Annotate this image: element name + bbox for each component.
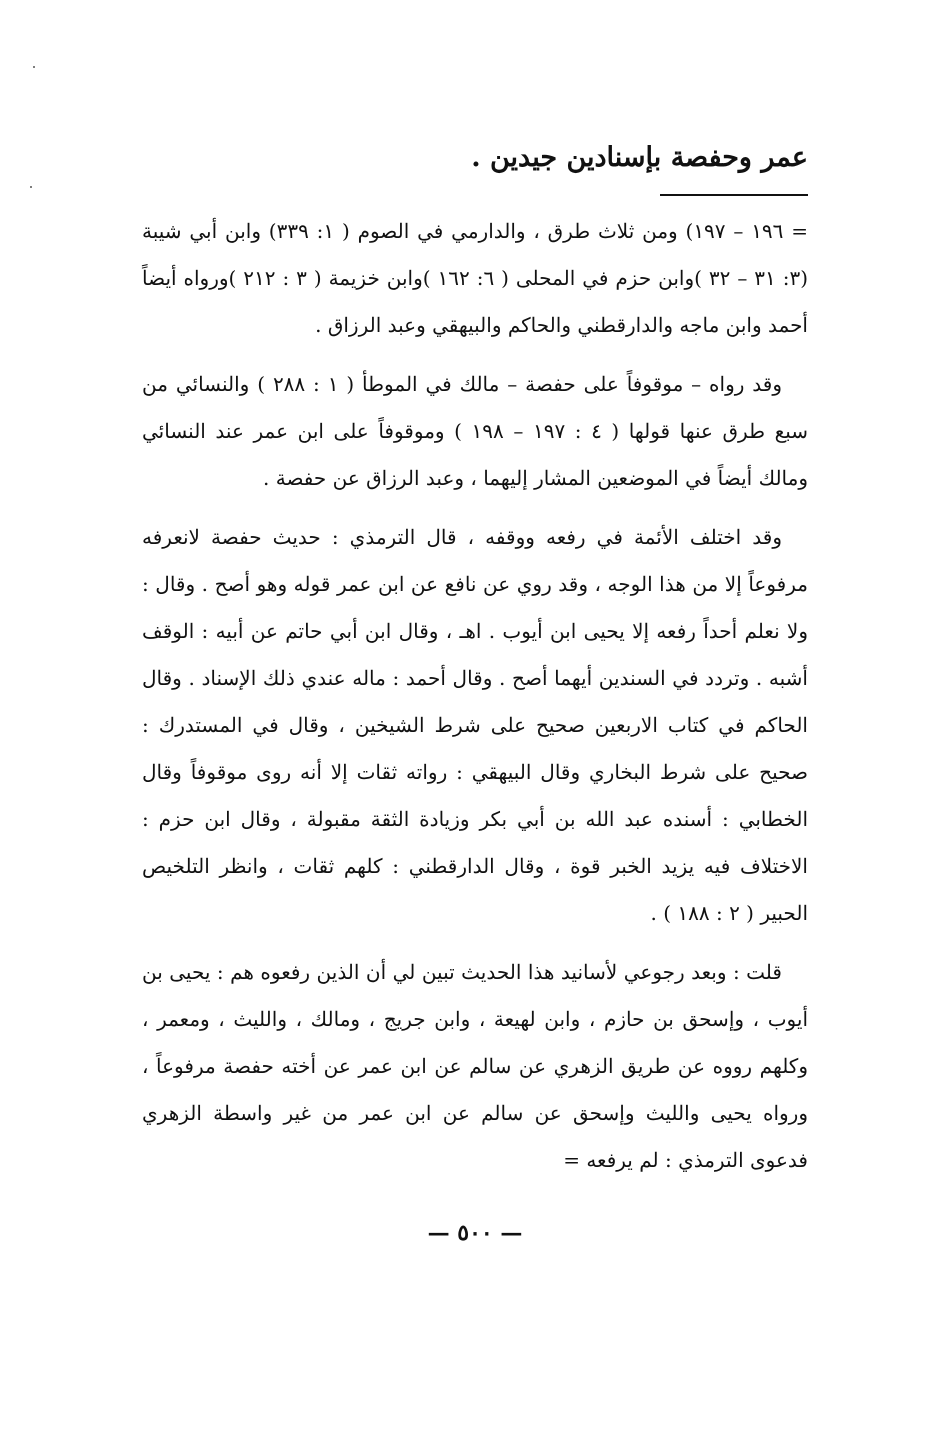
footnote-paragraph: قلت : وبعد رجوعي لأسانيد هذا الحديث تبين لي أن الذين رفعوه هم : يحيى بن أيوب ، وإسحق بن حازم ، وابن لهيعة ، وابن جريج ، ومالك ، والليث ، ومعمر ، وكلهم رووه عن طريق الزهري عن سالم عن ابن عمر عن أخته حفصة مرفوعاً ، ورواه يحيى والليث وإسحق عن سالم عن ابن عمر من غير واسطة الزهري فدعوى الترمذي : لم يرفعه =	[142, 960, 808, 1172]
page-number: — ٥٠٠ —	[427, 1220, 523, 1246]
footnote-paragraph: وقد رواه – موقوفاً على حفصة – مالك في الموطأ ( ١ : ٢٨٨ ) والنسائي من سبع طرق عنها قولها ( ٤ : ١٩٧ – ١٩٨ ) وموقوفاً على ابن عمر عند النسائي ومالك أيضاً في الموضعين المشار إليهما ، وعبد الرزاق عن حفصة .	[142, 372, 809, 490]
footnote-separator	[660, 194, 808, 196]
scan-speck	[33, 66, 35, 68]
footnote-block	[142, 208, 808, 1196]
footnote-paragraph: = ١٩٦ – ١٩٧) ومن ثلاث طرق ، والدارمي في الصوم ( ١: ٣٣٩) وابن أبي شيبة (٣: ٣١ – ٣٢ )وابن حزم في المحلى ( ٦: ١٦٢ )وابن خزيمة ( ٣ : ٢١٢ )ورواه أيضاً أحمد وابن ماجه والدارقطني والحاكم والبيهقي وعبد الرزاق .	[142, 219, 808, 337]
main-text-continuation: عمر وحفصة بإسنادين جيدين .	[471, 142, 808, 173]
footnote-paragraph: وقد اختلف الأئمة في رفعه ووقفه ، قال الترمذي : حديث حفصة لانعرفه مرفوعاً إلا من هذا الوجه ، وقد روي عن نافع عن ابن عمر قوله وهو أصح . وقال : ولا نعلم أحداً رفعه إلا يحيى ابن أيوب . اهـ ، وقال ابن أبي حاتم عن أبيه : الوقف أشبه . وتردد في السندين أيهما أصح . وقال أحمد : ماله عندي ذلك الإسناد . وقال الحاكم في كتاب الاربعين صحيح على شرط الشيخين ، وقال في المستدرك : صحيح على شرط البخاري وقال البيهقي : رواته ثقات إلا أنه روى موقوفاً وقال الخطابي : أسنده عبد الله بن أبي بكر وزيادة الثقة مقبولة ، وقال ابن حزم : الاختلاف فيه يزيد الخبر قوة ، وقال الدارقطني : كلهم ثقات ، وانظر التلخيص الحبير ( ٢ : ١٨٨ ) .	[142, 525, 808, 925]
scan-speck	[30, 186, 32, 188]
